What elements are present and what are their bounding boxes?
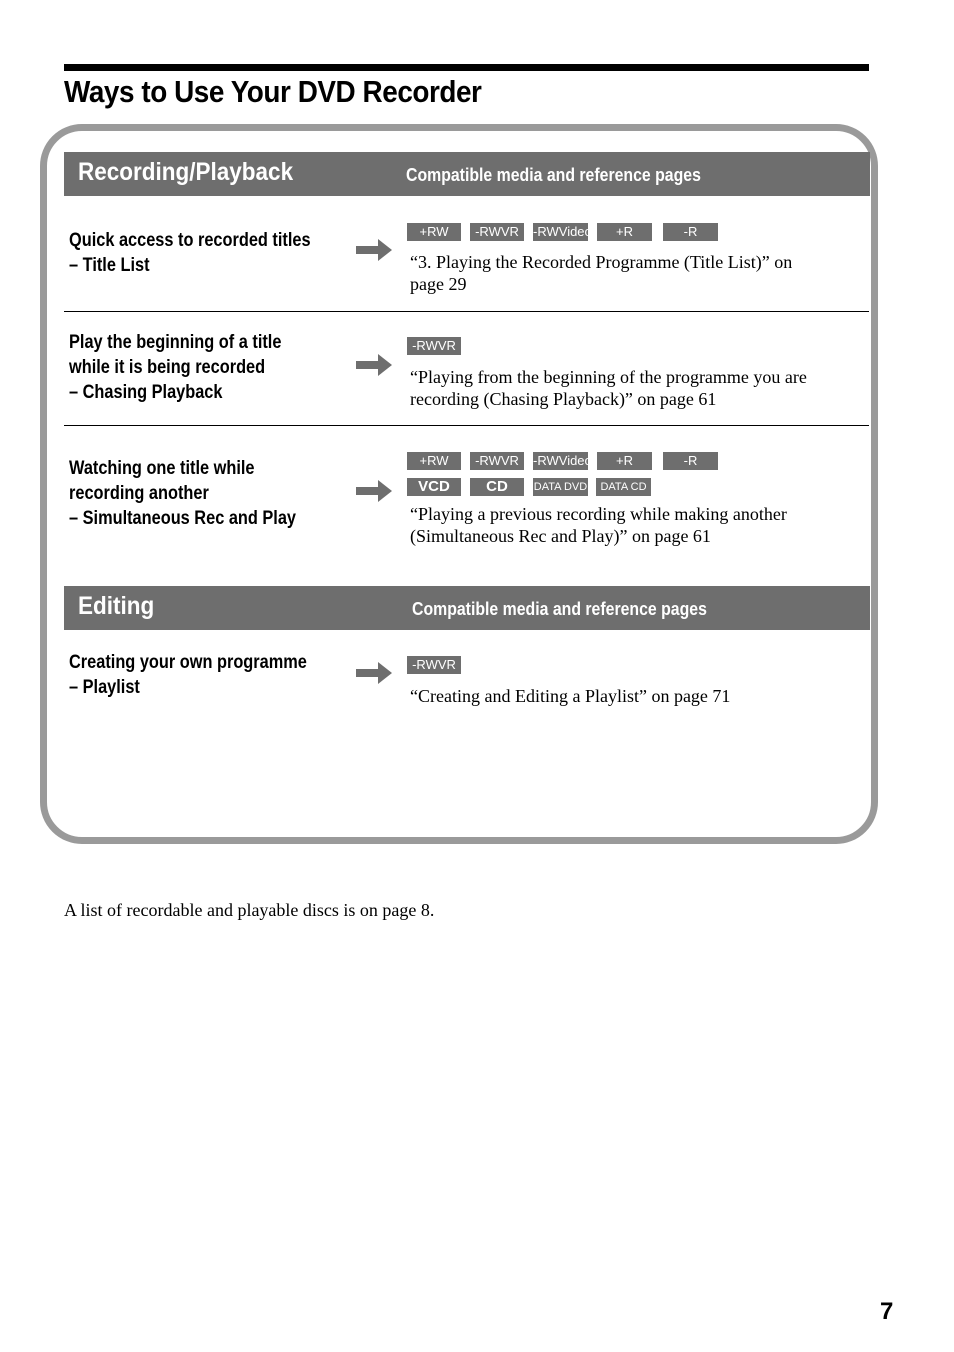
- row-text-line: – Playlist: [69, 677, 140, 698]
- badge-minus-rw-vr: -RWVR: [407, 656, 461, 674]
- badge-data-dvd: DATA DVD: [533, 478, 588, 496]
- badge-plus-r: +R: [597, 223, 652, 241]
- reference-line: page 29: [410, 274, 467, 294]
- section-subtitle: Compatible media and reference pages: [406, 165, 701, 185]
- reference-line: “Playing a previous recording while making another: [410, 504, 787, 524]
- badge-minus-rw-vr: -RWVR: [407, 337, 461, 355]
- row-text-line: recording another: [69, 483, 209, 504]
- reference-line: (Simultaneous Rec and Play)” on page 61: [410, 526, 711, 546]
- reference-text: [410, 685, 850, 707]
- row-chasing-playback: [69, 330, 339, 405]
- arrow-right-icon: [356, 662, 392, 684]
- footnote: A list of recordable and playable discs is on page 8.: [64, 900, 435, 920]
- row-text-line: Creating your own programme: [69, 652, 307, 673]
- row-simultaneous-rec-play: [69, 456, 339, 531]
- badge-data-cd: DATA CD: [596, 478, 651, 496]
- row-text-line: – Chasing Playback: [69, 382, 223, 403]
- section-title: Recording/Playback: [78, 158, 294, 186]
- reference-line: “Playing from the beginning of the programme you are: [410, 367, 807, 387]
- row-title-list: [69, 228, 339, 278]
- arrow-right-icon: [356, 354, 392, 376]
- section-subtitle: Compatible media and reference pages: [412, 599, 707, 619]
- section-header-recording-playback: [64, 152, 870, 196]
- badge-minus-r: -R: [663, 452, 718, 470]
- reference-text: [410, 503, 850, 547]
- badge-minus-rw-vr: -RWVR: [470, 452, 524, 470]
- badge-minus-rw-video: -RWVideo: [533, 224, 592, 239]
- row-text-line: – Title List: [69, 255, 150, 276]
- section-header-editing: [64, 586, 870, 630]
- page-title: Ways to Use Your DVD Recorder: [64, 74, 482, 109]
- badge-minus-rw-video: -RWVideo: [533, 453, 592, 468]
- row-text-line: – Simultaneous Rec and Play: [69, 508, 297, 529]
- reference-line: “Creating and Editing a Playlist” on page 71: [410, 686, 731, 706]
- badge-vcd: VCD: [407, 478, 461, 496]
- reference-text: [410, 366, 850, 410]
- row-divider: [64, 311, 869, 312]
- reference-line: “3. Playing the Recorded Programme (Title List)” on: [410, 252, 793, 272]
- badge-minus-r: -R: [663, 223, 718, 241]
- top-rule: [64, 64, 869, 71]
- row-text-line: Quick access to recorded titles: [69, 230, 311, 251]
- section-title: Editing: [78, 592, 155, 620]
- reference-line: recording (Chasing Playback)” on page 61: [410, 389, 717, 409]
- arrow-right-icon: [356, 239, 392, 261]
- badge-plus-rw: +RW: [407, 452, 461, 470]
- row-playlist: [69, 650, 339, 700]
- reference-text: [410, 251, 850, 295]
- badge-plus-rw: +RW: [407, 223, 461, 241]
- row-divider: [64, 425, 869, 426]
- badge-cd: CD: [470, 478, 524, 496]
- page-number: 7: [880, 1298, 894, 1325]
- row-text-line: while it is being recorded: [69, 357, 266, 378]
- badge-plus-r: +R: [597, 452, 652, 470]
- badge-minus-rw-vr: -RWVR: [470, 223, 524, 241]
- arrow-right-icon: [356, 480, 392, 502]
- row-text-line: Watching one title while: [69, 458, 255, 479]
- row-text-line: Play the beginning of a title: [69, 332, 282, 353]
